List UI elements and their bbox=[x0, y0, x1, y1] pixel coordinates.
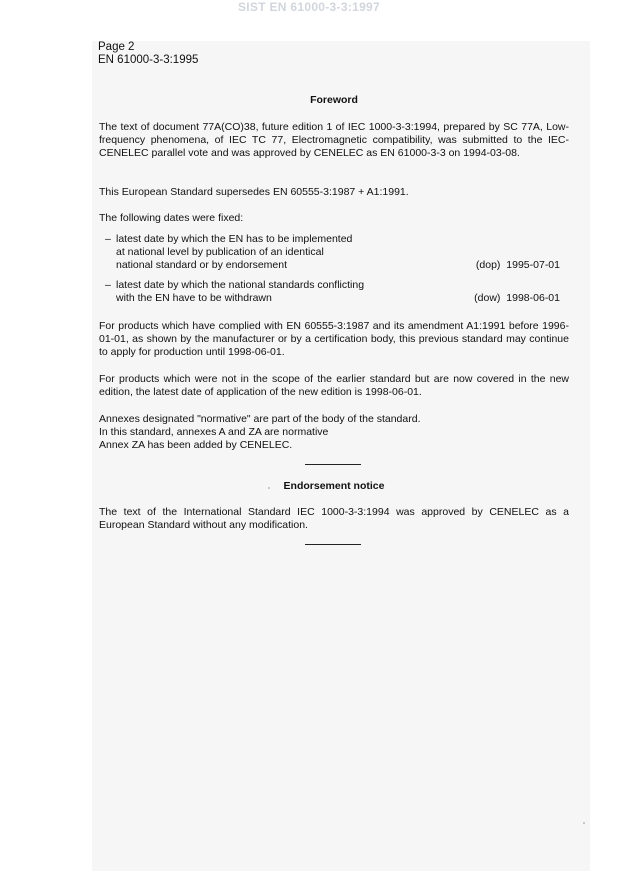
annex-line: Annex ZA has been added by CENELEC. bbox=[99, 439, 293, 451]
foreword-paragraph-1: The text of document 77A(CO)38, future edition 1 of IEC 1000-3-3:1994, prepared by SC 77A, Low-frequency phenomena, of IEC TC 77, Electromagnetic compatibility, was submitted to the IEC-CENELEC parallel vote and was approved by CENELEC as EN 61000-3-3 on 1994-03-08. bbox=[99, 121, 569, 159]
date-item-line: with the EN have to be withdrawn bbox=[116, 292, 272, 304]
scan-speck bbox=[583, 822, 585, 824]
annex-line: In this standard, annexes A and ZA are normative bbox=[99, 426, 329, 438]
dash-bullet: – bbox=[105, 279, 111, 291]
date-value: 1998-06-01 bbox=[506, 292, 560, 304]
date-value: 1995-07-01 bbox=[506, 259, 560, 271]
foreword-heading: Foreword bbox=[310, 94, 358, 106]
document-id: EN 61000-3-3:1995 bbox=[98, 54, 199, 66]
date-item-line: latest date by which the national standards conflicting bbox=[116, 279, 365, 291]
date-item-text bbox=[116, 279, 446, 305]
date-value-dow bbox=[474, 292, 560, 305]
annex-line: Annexes designated "normative" are part of the body of the standard. bbox=[99, 413, 421, 425]
annex-notes bbox=[99, 413, 569, 452]
supersedes-paragraph: This European Standard supersedes EN 60555-3:1987 + A1:1991. bbox=[99, 186, 409, 198]
dates-intro: The following dates were fixed: bbox=[99, 212, 244, 224]
date-item-text bbox=[116, 233, 446, 272]
date-item-line: national standard or by endorsement bbox=[116, 259, 288, 271]
date-value-dop bbox=[476, 259, 560, 272]
watermark: SIST EN 61000-3-3:1997 bbox=[237, 0, 380, 14]
endorsement-paragraph: The text of the International Standard IEC 1000-3-3:1994 was approved by CENELEC as a European Standard without any modification. bbox=[99, 506, 569, 531]
document-page bbox=[92, 41, 590, 871]
transition-paragraph: For products which have complied with EN 60555-3:1987 and its amendment A1:1991 before 1996-01-01, as shown by the manufacturer or by a certification body, this previous standard may continue to apply for production until 1998-06-01. bbox=[99, 320, 569, 358]
endorsement-heading: Endorsement notice bbox=[283, 480, 385, 492]
section-divider bbox=[305, 544, 361, 545]
date-item-line: latest date by which the EN has to be implemented bbox=[116, 233, 353, 245]
date-item-line: at national level by publication of an identical bbox=[116, 246, 324, 258]
scope-paragraph: For products which were not in the scope of the earlier standard but are now covered in the new edition, the latest date of application of the new edition is 1998-06-01. bbox=[99, 373, 569, 398]
date-code: (dow) bbox=[474, 292, 501, 304]
date-code: (dop) bbox=[475, 259, 501, 271]
page-number: Page 2 bbox=[98, 41, 135, 53]
dash-bullet: – bbox=[105, 233, 111, 245]
date-item-dow bbox=[105, 279, 560, 305]
date-item-dop bbox=[105, 233, 560, 272]
section-divider bbox=[305, 464, 361, 465]
